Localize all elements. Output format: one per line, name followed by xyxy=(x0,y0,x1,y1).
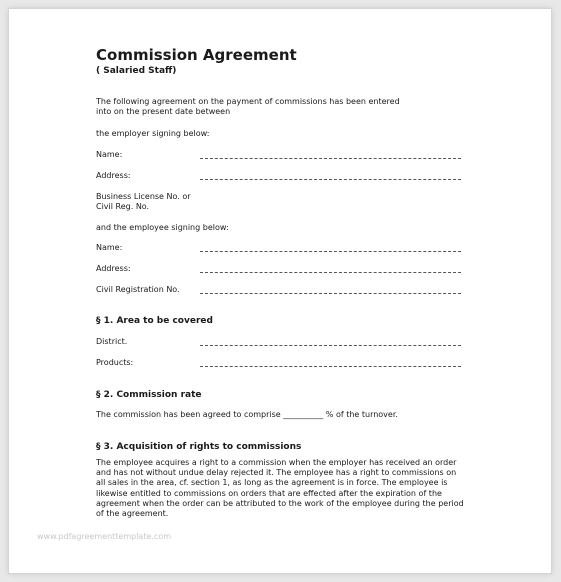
commission-rate-text: The commission has been agreed to comprise __________ % of the turnover. xyxy=(96,410,398,419)
document-subtitle: ( Salaried Staff) xyxy=(96,66,177,76)
employer-address-blank xyxy=(200,179,461,180)
employer-intro: the employer signing below: xyxy=(96,129,210,138)
section-3-paragraph: The employee acquires a right to a commission when the employer has received an order and has not without undue delay rejected it. The employee has a right to commissions on all sales in the area, cf. section 1, as long as the agreement is in force. The employee is likewise entitled to commissions on orders that are effected after the expiration of the agreement when the order can be attributed to the work of the employee during the period of the agreement. xyxy=(96,458,464,519)
document-title: Commission Agreement xyxy=(96,46,297,64)
employee-intro: and the employee signing below: xyxy=(96,223,229,232)
section-3-heading: § 3. Acquisition of rights to commissions xyxy=(96,442,302,452)
employer-name-blank xyxy=(200,158,461,159)
district-blank xyxy=(200,345,461,346)
section-1-heading: § 1. Area to be covered xyxy=(96,316,213,326)
employee-civil-reg-label: Civil Registration No. xyxy=(96,285,180,294)
products-blank xyxy=(200,366,461,367)
employee-address-blank xyxy=(200,272,461,273)
document-page xyxy=(9,9,551,573)
intro-line-2: into on the present date between xyxy=(96,107,231,116)
watermark: www.pdfagreementtemplate.com xyxy=(37,532,172,541)
employer-name-label: Name: xyxy=(96,150,123,159)
employee-name-blank xyxy=(200,251,461,252)
employer-address-label: Address: xyxy=(96,171,131,180)
employer-license-label-1: Business License No. or xyxy=(96,192,191,201)
section-2-heading: § 2. Commission rate xyxy=(96,390,202,400)
employee-name-label: Name: xyxy=(96,243,123,252)
employee-address-label: Address: xyxy=(96,264,131,273)
district-label: District. xyxy=(96,337,128,346)
employee-civil-reg-blank xyxy=(200,293,461,294)
employer-license-label-2: Civil Reg. No. xyxy=(96,202,150,211)
products-label: Products: xyxy=(96,358,134,367)
intro-line-1: The following agreement on the payment of commissions has been entered xyxy=(96,97,400,106)
